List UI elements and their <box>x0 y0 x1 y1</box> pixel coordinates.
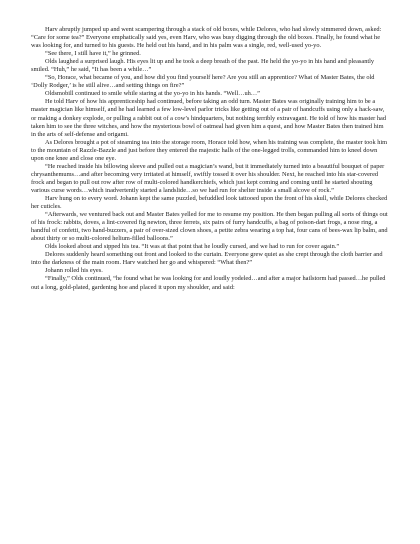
paragraph: “Afterwards, we ventured back out and Master Bates yelled for me to resume my position. He then began pulling all sorts of things out of his frock: rabbits, doves, a lint-covered fig newton, three ferrets, six pairs of furry handcuffs, a bag of poison-dart frogs, a nose ring, a handful of confetti, two hand-buzzers, a pair of over-sized clown shoes, a petite zebra wearing a top hat, four cans of bees-wax lip balm, and about thirty or so multi-colored helium-filled balloons.” <box>31 211 388 243</box>
paragraph: Delores suddenly heard something out front and looked to the curtain. Everyone grew quiet as she crept through the cloth barrier and into the darkness of the main room. Harv watched her go and whispered: “What then?” <box>31 251 383 267</box>
paragraph: “He reached inside his billowing sleeve and pulled out a magician’s wand, but it immediately turned into a beautiful bouquet of paper chrysanthemums…and after becoming very irritated at himself, swiftly tossed it over his shoulder. Next, he reached into his star-covered frock and began to pull out row after row of multi-colored handkerchiefs, which just kept coming and coming until he started shouting various curse words…which inadvertently started a landslide…so we had run for shelter inside a small alcove of rock.” <box>31 162 385 194</box>
paragraph: Johann rolled his eyes. <box>45 267 103 275</box>
paragraph: Oldsmobill continued to smile while staring at the yo-yo in his hands. “Well…uh…” <box>45 90 260 98</box>
paragraph: He told Harv of how his apprenticeship had continued, before taking an odd turn. Master Bates was originally training him to be a master magician like himself, and he had learned a few low-level parlor tricks like getting out of a pair of handcuffs using only a hack-saw, or making a donkey explode, or pulling a rabbit out of a cow’s hindquarters, but nothing terribly extravagant. He told of how his master had taken him to see the three witches, and how the mysterious bowl of oatmeal had given him a quest, and how Master Bates then trained him in the arts of self-defense and origami. <box>31 98 386 138</box>
paragraph: “See there, I still have it,” he grinned. <box>45 50 141 58</box>
paragraph: Olds looked about and sipped his tea. “It was at that point that he loudly cursed, and we had to run for cover again.” <box>45 243 340 251</box>
paragraph: Olds laughed a surprised laugh. His eyes lit up and he took a deep breath of the past. He held the yo-yo in his hand and pleasantly smiled. “Huh,” he said, “It has been a while…” <box>31 58 375 74</box>
paragraph: “So, Horace, what became of you, and how did you find yourself here? Are you still an apprentice? What of Master Bates, the old ‘Dolly Rodger,’ is he still alive…and setting things on fire?” <box>31 74 375 90</box>
paragraph: As Delores brought a pot of steaming tea into the storage room, Horace told how, when his training was complete, the master took him to the mountain of Razzle-Bazzle and just before they entered the majestic halls of the one-legged trolls, commanded him to kneel down upon one knee and close one eye. <box>31 138 388 162</box>
paragraph: “Finally,” Olds continued, “he found what he was looking for and loudly yodeled…and after a major hailstorm had passed…he pulled out a long, gold-plated, gardening hoe and placed it upon my shoulder, and said: <box>31 275 386 291</box>
paragraph: Harv abruptly jumped up and went scampering through a stack of old boxes, while Delores, who had slowly simmered down, asked: “Care for some tea?” Everyone emphatically said yes, even Harv, who was busy digging through the old boxes. Finally, he found what he was looking for, and turned to his guests. He held out his hand, and in his palm was a single, red, well-used yo-yo. <box>31 26 382 50</box>
paragraph: Harv hung on to every word. Johann kept the same puzzled, befuddled look tattooed upon the front of his skull, while Delores checked her cuticles. <box>31 194 388 211</box>
